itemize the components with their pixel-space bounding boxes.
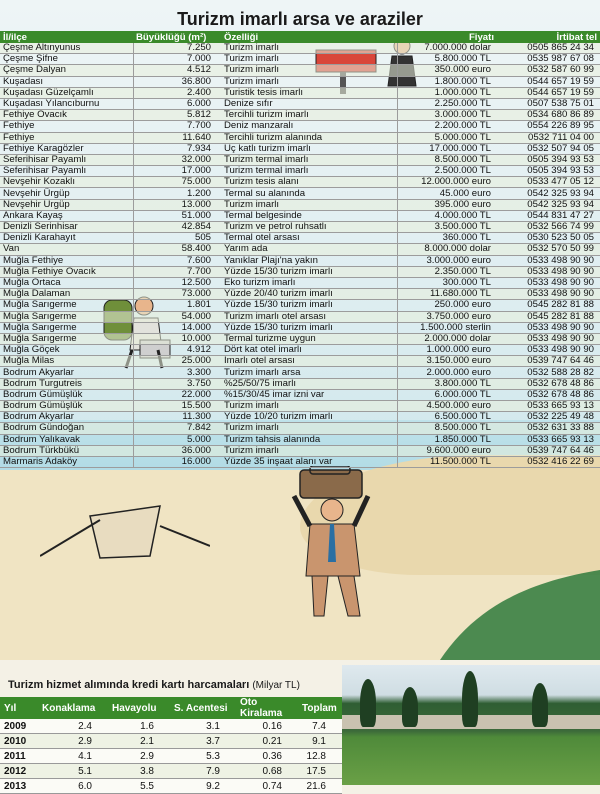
cell-price: 3.150.000 euro (397, 356, 497, 367)
cell-accommodation: 4.1 (38, 749, 108, 764)
header-location: İl/ilçe (0, 31, 133, 43)
cell-contact: 0532 678 48 86 (497, 378, 600, 389)
table-row (0, 233, 600, 244)
cell-car-rental: 0.68 (236, 764, 298, 779)
cell-agency: 3.1 (170, 719, 236, 734)
table-row (0, 177, 600, 188)
cell-size: 51.000 (133, 210, 221, 221)
cell-location: Van (0, 244, 133, 255)
cell-feature: Yüzde 20/40 turizm imarlı (221, 289, 397, 300)
table-row (0, 110, 600, 121)
table-row (0, 378, 600, 389)
cell-size: 7.250 (133, 43, 221, 54)
cell-contact: 0534 680 86 89 (497, 110, 600, 121)
table-row (0, 266, 600, 277)
cell-contact: 0532 711 04 00 (497, 132, 600, 143)
cell-location: Muğla Milas (0, 356, 133, 367)
cell-contact: 0533 665 93 13 (497, 434, 600, 445)
cell-car-rental: 0.16 (236, 719, 298, 734)
cell-feature: Yüzde 15/30 turizm imarlı (221, 300, 397, 311)
cell-car-rental: 0.36 (236, 749, 298, 764)
cell-total: 12.8 (298, 749, 342, 764)
table-row (0, 188, 600, 199)
expenses-row (0, 749, 342, 764)
cell-contact: 0535 987 67 08 (497, 54, 600, 65)
cell-feature: Termal su alanında (221, 188, 397, 199)
cell-contact: 0505 865 24 34 (497, 43, 600, 54)
cell-price: 9.600.000 euro (397, 445, 497, 456)
cell-price: 11.500.000 TL (397, 456, 497, 467)
table-row (0, 356, 600, 367)
land-listing-table (0, 31, 600, 468)
table-row (0, 210, 600, 221)
cell-size: 25.000 (133, 356, 221, 367)
cell-location: Muğla Ortaca (0, 277, 133, 288)
cell-contact: 0532 631 33 88 (497, 423, 600, 434)
cell-contact: 0533 498 90 90 (497, 333, 600, 344)
cell-location: Muğla Fethiye (0, 255, 133, 266)
cell-location: Fethiye Karagözler (0, 143, 133, 154)
cell-feature: Turizm imarlı arsa (221, 367, 397, 378)
cell-size: 14.000 (133, 322, 221, 333)
cell-airline: 1.6 (108, 719, 170, 734)
cell-size: 4.512 (133, 65, 221, 76)
cell-feature: Turizm imarlı (221, 65, 397, 76)
cell-contact: 0544 657 19 59 (497, 87, 600, 98)
cell-price: 3.750.000 euro (397, 311, 497, 322)
cell-size: 17.000 (133, 166, 221, 177)
header-feature: Özelliği (221, 31, 397, 43)
cell-location: Kuşadası (0, 76, 133, 87)
cell-contact: 0507 538 75 01 (497, 98, 600, 109)
cell-size: 22.000 (133, 389, 221, 400)
cell-price: 2.350.000 TL (397, 266, 497, 277)
palm-leaf-illustration (440, 560, 600, 660)
cell-total: 7.4 (298, 719, 342, 734)
cell-size: 73.000 (133, 289, 221, 300)
cell-size: 10.000 (133, 333, 221, 344)
cell-contact: 0533 498 90 90 (497, 289, 600, 300)
cell-feature: Turizm ve petrol ruhsatlı (221, 222, 397, 233)
table-row (0, 389, 600, 400)
cell-price: 300.000 TL (397, 277, 497, 288)
cell-contact: 0532 416 22 69 (497, 456, 600, 467)
table-row (0, 367, 600, 378)
cell-size: 2.400 (133, 87, 221, 98)
table-row (0, 401, 600, 412)
photo-tree (402, 687, 418, 727)
cell-location: Bodrum Turgutreis (0, 378, 133, 389)
photo-tree (360, 679, 376, 727)
cell-contact: 0545 282 81 88 (497, 300, 600, 311)
cell-car-rental: 0.74 (236, 779, 298, 794)
cell-feature: Turizm imarlı (221, 54, 397, 65)
cell-contact: 0505 394 93 53 (497, 154, 600, 165)
cell-location: Fethiye (0, 121, 133, 132)
cell-size: 7.000 (133, 54, 221, 65)
cell-price: 250.000 euro (397, 300, 497, 311)
cell-location: Muğla Sarıgerme (0, 311, 133, 322)
expenses-unit: (Milyar TL) (252, 680, 300, 691)
cell-feature: Yüzde 15/30 turizm imarlı (221, 322, 397, 333)
cell-year: 2013 (0, 779, 38, 794)
cell-feature: Turizm imarlı (221, 43, 397, 54)
table-row (0, 76, 600, 87)
cell-price: 17.000.000 TL (397, 143, 497, 154)
cell-contact: 0545 282 81 88 (497, 311, 600, 322)
page-title: Turizm imarlı arsa ve araziler (177, 9, 423, 29)
table-row (0, 255, 600, 266)
cell-feature: Yarım ada (221, 244, 397, 255)
cell-size: 5.812 (133, 110, 221, 121)
table-row (0, 289, 600, 300)
cell-price: 12.000.000 euro (397, 177, 497, 188)
cell-price: 5.800.000 TL (397, 54, 497, 65)
cell-location: Bodrum Gümüşlük (0, 389, 133, 400)
cell-accommodation: 2.4 (38, 719, 108, 734)
cell-size: 16.000 (133, 456, 221, 467)
cell-location: Bodrum Gümüşlük (0, 401, 133, 412)
table-row (0, 54, 600, 65)
cell-contact: 0533 665 93 13 (497, 401, 600, 412)
cell-price: 6.000.000 TL (397, 389, 497, 400)
cell-feature: Turizm imarlı (221, 401, 397, 412)
cell-contact: 0532 570 50 99 (497, 244, 600, 255)
cell-price: 3.500.000 TL (397, 222, 497, 233)
table-row (0, 222, 600, 233)
cell-price: 1.850.000 TL (397, 434, 497, 445)
cell-location: Muğla Sarıgerme (0, 322, 133, 333)
expenses-body (0, 719, 342, 794)
cell-size: 15.500 (133, 401, 221, 412)
expenses-header-total: Toplam (298, 697, 342, 719)
cell-location: Muğla Fethiye Ovacık (0, 266, 133, 277)
cell-size: 58.400 (133, 244, 221, 255)
cell-location: Nevşehir Ürgüp (0, 199, 133, 210)
cell-price: 2.000.000 euro (397, 367, 497, 378)
cell-price: 8.500.000 TL (397, 154, 497, 165)
cell-feature: Yanıklar Plajı'na yakın (221, 255, 397, 266)
table-row (0, 154, 600, 165)
cell-feature: Eko turizm imarlı (221, 277, 397, 288)
table-row (0, 456, 600, 467)
cell-size: 54.000 (133, 311, 221, 322)
cell-feature: Turizm imarlı (221, 76, 397, 87)
cell-feature: Üç katlı turizm imarlı (221, 143, 397, 154)
cell-year: 2011 (0, 749, 38, 764)
cell-feature: Yüzde 15/30 turizm imarlı (221, 266, 397, 277)
cell-year: 2012 (0, 764, 38, 779)
cell-contact: 0539 747 64 46 (497, 445, 600, 456)
expenses-table (0, 697, 342, 794)
cell-location: Muğla Göçek (0, 345, 133, 356)
cell-price: 2.250.000 TL (397, 98, 497, 109)
cell-price: 7.000.000 dolar (397, 43, 497, 54)
cell-airline: 2.9 (108, 749, 170, 764)
cell-contact: 0505 394 93 53 (497, 166, 600, 177)
cell-location: Muğla Dalaman (0, 289, 133, 300)
cell-location: Marmaris Adaköy (0, 456, 133, 467)
cell-feature: Yüzde 10/20 turizm imarlı (221, 412, 397, 423)
cell-feature: Turistik tesis imarlı (221, 87, 397, 98)
cell-location: Çeşme Şifne (0, 54, 133, 65)
cell-size: 4.912 (133, 345, 221, 356)
cell-feature: Termal turizme uygun (221, 333, 397, 344)
cell-price: 2.500.000 TL (397, 166, 497, 177)
cell-size: 6.000 (133, 98, 221, 109)
cell-size: 7.842 (133, 423, 221, 434)
cell-accommodation: 5.1 (38, 764, 108, 779)
cell-price: 395.000 euro (397, 199, 497, 210)
table-row (0, 445, 600, 456)
cell-contact: 0532 678 48 86 (497, 389, 600, 400)
cell-price: 1.500.000 sterlin (397, 322, 497, 333)
cell-size: 7.934 (133, 143, 221, 154)
table-row (0, 277, 600, 288)
cell-agency: 7.9 (170, 764, 236, 779)
expenses-header-airline: Havayolu (108, 697, 170, 719)
table-row (0, 132, 600, 143)
cell-contact: 0544 657 19 59 (497, 76, 600, 87)
table-row (0, 322, 600, 333)
cell-price: 6.500.000 TL (397, 412, 497, 423)
table-row (0, 244, 600, 255)
table-row (0, 311, 600, 322)
cell-feature: Turizm tahsis alanında (221, 434, 397, 445)
table-row (0, 121, 600, 132)
cell-location: Denizli Serinhisar (0, 222, 133, 233)
cell-feature: Turizm termal imarlı (221, 154, 397, 165)
cell-location: Denizli Karahayıt (0, 233, 133, 244)
cell-contact: 0539 747 64 46 (497, 356, 600, 367)
cell-contact: 0533 498 90 90 (497, 255, 600, 266)
cell-contact: 0532 225 49 48 (497, 412, 600, 423)
cell-location: Bodrum Akyarlar (0, 367, 133, 378)
cell-size: 36.800 (133, 76, 221, 87)
cell-agency: 5.3 (170, 749, 236, 764)
cell-airline: 2.1 (108, 734, 170, 749)
table-row (0, 143, 600, 154)
cell-contact: 0533 498 90 90 (497, 277, 600, 288)
table-row (0, 166, 600, 177)
cell-feature: Turizm imarlı (221, 199, 397, 210)
cell-location: Ankara Kayaş (0, 210, 133, 221)
cell-contact: 0533 477 05 12 (497, 177, 600, 188)
cell-price: 4.000.000 TL (397, 210, 497, 221)
cell-price: 2.200.000 TL (397, 121, 497, 132)
photo-tree (532, 683, 548, 727)
table-row (0, 87, 600, 98)
header-price: Fiyatı (397, 31, 497, 43)
cell-size: 1.801 (133, 300, 221, 311)
cell-location: Çeşme Dalyan (0, 65, 133, 76)
cell-contact: 0533 498 90 90 (497, 266, 600, 277)
cell-year: 2009 (0, 719, 38, 734)
cell-car-rental: 0.21 (236, 734, 298, 749)
cell-feature: İmarlı otel arsası (221, 356, 397, 367)
cell-feature: Turizm tesis alanı (221, 177, 397, 188)
expenses-header-year: Yıl (0, 697, 38, 719)
cell-price: 3.000.000 TL (397, 110, 497, 121)
cell-airline: 5.5 (108, 779, 170, 794)
cell-price: 8.500.000 TL (397, 423, 497, 434)
cell-price: 3.000.000 euro (397, 255, 497, 266)
cell-price: 350.000 euro (397, 65, 497, 76)
cell-contact: 0532 587 60 99 (497, 65, 600, 76)
cell-price: 1.000.000 euro (397, 345, 497, 356)
cell-price: 3.800.000 TL (397, 378, 497, 389)
cell-size: 32.000 (133, 154, 221, 165)
cell-location: Bodrum Türkbükü (0, 445, 133, 456)
cell-airline: 3.8 (108, 764, 170, 779)
expenses-header-row (0, 697, 342, 719)
table-body (0, 43, 600, 468)
table-row (0, 300, 600, 311)
cell-contact: 0532 507 94 05 (497, 143, 600, 154)
cell-location: Fethiye Ovacık (0, 110, 133, 121)
cell-location: Çeşme Altınyunus (0, 43, 133, 54)
cell-location: Kuşadası Yılancıburnu (0, 98, 133, 109)
cell-size: 505 (133, 233, 221, 244)
cell-size: 13.000 (133, 199, 221, 210)
table-row (0, 65, 600, 76)
cell-feature: %15/30/45 imar izni var (221, 389, 397, 400)
cell-location: Seferihisar Payamlı (0, 154, 133, 165)
expenses-title (8, 679, 300, 691)
cell-price: 2.000.000 dolar (397, 333, 497, 344)
cell-contact: 0532 566 74 99 (497, 222, 600, 233)
cell-contact: 0544 831 47 27 (497, 210, 600, 221)
cell-location: Kuşadası Güzelçamlı (0, 87, 133, 98)
cell-location: Bodrum Yalıkavak (0, 434, 133, 445)
cell-contact: 0532 588 28 82 (497, 367, 600, 378)
cell-contact: 0533 498 90 90 (497, 345, 600, 356)
table-row (0, 98, 600, 109)
cell-size: 3.750 (133, 378, 221, 389)
cell-location: Nevşehir Ürgüp (0, 188, 133, 199)
cell-agency: 9.2 (170, 779, 236, 794)
table-row (0, 345, 600, 356)
land-photo (342, 665, 600, 785)
cell-feature: Dört kat otel imarlı (221, 345, 397, 356)
cell-feature: Yüzde 35 inşaat alanı var (221, 456, 397, 467)
cell-size: 12.500 (133, 277, 221, 288)
table-row (0, 412, 600, 423)
cell-location: Bodrum Gündoğan (0, 423, 133, 434)
cell-feature: Tercihli turizm alanında (221, 132, 397, 143)
cell-price: 5.000.000 TL (397, 132, 497, 143)
cell-location: Nevşehir Kozaklı (0, 177, 133, 188)
expenses-row (0, 764, 342, 779)
cell-price: 45.000 euro (397, 188, 497, 199)
cell-price: 8.000.000 dolar (397, 244, 497, 255)
cell-accommodation: 6.0 (38, 779, 108, 794)
cell-contact: 0554 226 89 95 (497, 121, 600, 132)
cell-size: 36.000 (133, 445, 221, 456)
cell-total: 21.6 (298, 779, 342, 794)
cell-location: Muğla Sarıgerme (0, 300, 133, 311)
expenses-header-accommodation: Konaklama (38, 697, 108, 719)
cell-agency: 3.7 (170, 734, 236, 749)
cell-feature: Turizm imarlı (221, 423, 397, 434)
cell-total: 17.5 (298, 764, 342, 779)
cell-feature: Tercihli turizm imarlı (221, 110, 397, 121)
businessman-illustration (280, 466, 390, 626)
cell-feature: %25/50/75 imarlı (221, 378, 397, 389)
header-contact: İrtibat tel (497, 31, 600, 43)
cell-size: 7.600 (133, 255, 221, 266)
header-size: Büyüklüğü (m²) (133, 31, 221, 43)
expenses-title-text: Turizm hizmet alımında kredi kartı harcamaları (8, 679, 250, 691)
cell-feature: Denize sıfır (221, 98, 397, 109)
cell-feature: Termal belgesinde (221, 210, 397, 221)
cell-feature: Termal otel arsası (221, 233, 397, 244)
expenses-row (0, 734, 342, 749)
expenses-header-agency: S. Acentesi (170, 697, 236, 719)
cell-total: 9.1 (298, 734, 342, 749)
cell-accommodation: 2.9 (38, 734, 108, 749)
table-row (0, 434, 600, 445)
cell-location: Seferihisar Payamlı (0, 166, 133, 177)
cell-price: 11.680.000 TL (397, 289, 497, 300)
cell-price: 1.800.000 TL (397, 76, 497, 87)
expenses-header-car-rental: Oto Kiralama (236, 697, 298, 719)
cell-price: 4.500.000 euro (397, 401, 497, 412)
cell-location: Muğla Sarıgerme (0, 333, 133, 344)
cell-location: Fethiye (0, 132, 133, 143)
table-row (0, 423, 600, 434)
table-row (0, 199, 600, 210)
cell-contact: 0533 498 90 90 (497, 322, 600, 333)
cell-contact: 0530 523 50 05 (497, 233, 600, 244)
cell-feature: Deniz manzaralı (221, 121, 397, 132)
cell-feature: Turizm termal imarlı (221, 166, 397, 177)
expenses-row (0, 779, 342, 794)
cell-size: 75.000 (133, 177, 221, 188)
table-row (0, 43, 600, 54)
cell-contact: 0542 325 93 94 (497, 188, 600, 199)
table-header-row (0, 31, 600, 43)
cell-year: 2010 (0, 734, 38, 749)
cell-size: 1.200 (133, 188, 221, 199)
cell-feature: Turizm imarlı (221, 445, 397, 456)
expenses-row (0, 719, 342, 734)
cell-size: 3.300 (133, 367, 221, 378)
cell-size: 11.300 (133, 412, 221, 423)
cell-size: 42.854 (133, 222, 221, 233)
cell-feature: Turizm imarlı otel arsası (221, 311, 397, 322)
table-row (0, 333, 600, 344)
cell-contact: 0542 325 93 94 (497, 199, 600, 210)
cell-size: 5.000 (133, 434, 221, 445)
cell-location: Bodrum Akyarlar (0, 412, 133, 423)
cell-size: 7.700 (133, 266, 221, 277)
boat-illustration (40, 496, 210, 576)
photo-tree (462, 671, 478, 727)
cell-price: 360.000 TL (397, 233, 497, 244)
cell-size: 7.700 (133, 121, 221, 132)
cell-size: 11.640 (133, 132, 221, 143)
cell-price: 1.000.000 TL (397, 87, 497, 98)
